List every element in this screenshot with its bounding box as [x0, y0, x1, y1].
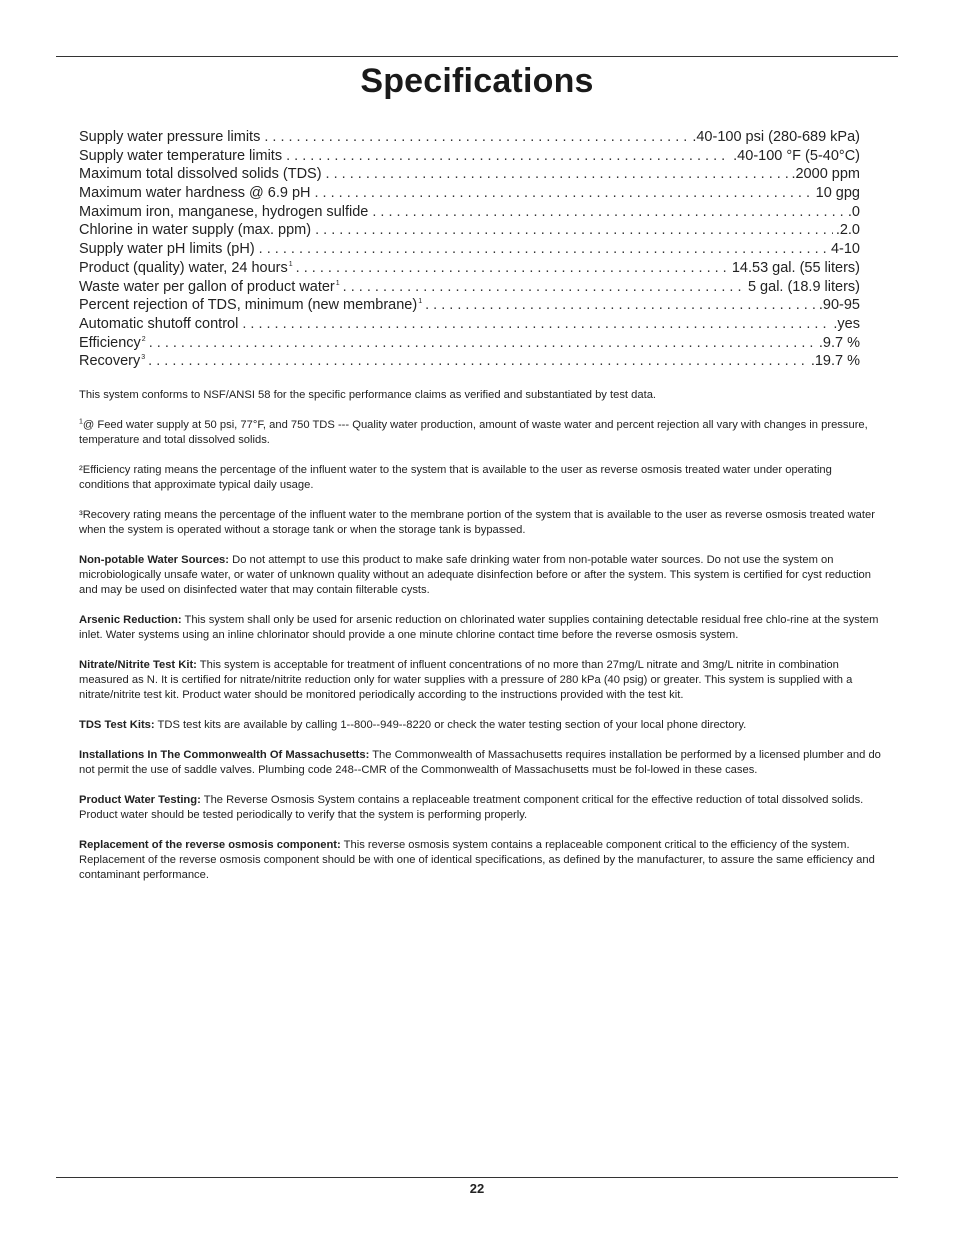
top-rule	[56, 56, 898, 57]
conformance-statement: This system conforms to NSF/ANSI 58 for the specific performance claims as verified and substantiated by test data.	[79, 389, 657, 401]
dot-leader	[372, 203, 845, 222]
note-nitrate-test-kit: Nitrate/Nitrite Test Kit: This system is acceptable for treatment of influent concentrations of no more than 27mg/L nitrate and 3mg/L nitrite in combination measured as N. It is certified for nitrate/nitrite reduction only for water supplies with a pressure of 280 kPa (40 psig) or greater. This system is supplied with a nitrate/nitrite test kit. Product water should be monitored periodically according to the instructions provided with the test kit.	[79, 659, 853, 701]
dot-leader	[242, 315, 830, 334]
note-massachusetts-installations: Installations In The Commonwealth Of Massachusetts: The Commonwealth of Massachusetts requires installation be performed by a licensed plumber and do not permit the use of saddle valves. Plumbing code 248--CMR of the Commonwealth of Massachusetts must be fol-lowed in these cases.	[79, 749, 881, 776]
spec-value: 10 gpg	[815, 185, 860, 202]
dot-leader	[296, 259, 729, 278]
spec-row	[79, 184, 860, 203]
spec-label: Chlorine in water supply (max. ppm)	[79, 222, 312, 239]
spec-label: Waste water per gallon of product water$^1$	[79, 278, 340, 295]
spec-row	[79, 165, 860, 184]
spec-value: .0	[847, 203, 860, 220]
bottom-rule	[56, 1177, 898, 1178]
specifications-list	[79, 128, 860, 371]
dot-leader	[425, 296, 816, 315]
note-product-water-testing: Product Water Testing: The Reverse Osmosis System contains a replaceable treatment component critical for the effective reduction of total dissolved solids. Product water should be tested periodically to verify that the system is performing properly.	[79, 794, 864, 821]
note-heading: Replacement of the reverse osmosis component:	[79, 839, 341, 851]
note-ro-component-replacement: Replacement of the reverse osmosis component: This reverse osmosis system contains a replaceable component critical to the efficiency of the system. Replacement of the reverse osmosis component should be with one of identical specifications, as defined by the manufacturer, to assure the same efficiency and contaminant performance.	[79, 839, 875, 881]
spec-row	[79, 334, 860, 353]
spec-label: Maximum total dissolved solids (TDS)	[79, 166, 322, 183]
dot-leader	[326, 165, 789, 184]
spec-row	[79, 296, 860, 315]
dot-leader	[148, 352, 808, 371]
spec-value: .19.7 %	[810, 353, 860, 370]
spec-value: .40-100 psi (280-689 kPa)	[692, 129, 860, 145]
spec-label: Product (quality) water, 24 hours$^1$	[79, 259, 293, 276]
spec-row	[79, 352, 860, 371]
spec-label: Supply water pH limits (pH)	[79, 241, 255, 258]
dot-leader	[259, 240, 828, 259]
note-heading: Installations In The Commonwealth Of Massachusetts:	[79, 749, 370, 761]
dot-leader	[286, 147, 730, 166]
spec-row	[79, 278, 860, 297]
spec-label: Percent rejection of TDS, minimum (new membrane)$^1$	[79, 297, 423, 314]
note-heading: TDS Test Kits:	[79, 719, 155, 731]
note-heading: Arsenic Reduction:	[79, 614, 182, 626]
spec-value: .2000 ppm	[791, 166, 860, 183]
spec-row	[79, 128, 860, 147]
note-heading: Product Water Testing:	[79, 794, 201, 806]
spec-row	[79, 259, 860, 278]
spec-value: 4-10	[830, 241, 860, 258]
spec-value: 5 gal. (18.9 liters)	[747, 278, 860, 295]
spec-row	[79, 147, 860, 166]
page-number: 22	[469, 1181, 485, 1196]
spec-value: .yes	[833, 315, 860, 332]
spec-row	[79, 203, 860, 222]
note-arsenic-reduction: Arsenic Reduction: This system shall only be used for arsenic reduction on chlorinated water supplies containing detectable residual free chlo-rine at the system inlet. Water systems using an inline chlorinator should provide a one minute chlorine contact time before the reverse osmosis system.	[79, 614, 879, 641]
note-heading: Non-potable Water Sources:	[79, 554, 230, 566]
footnote-3: ³Recovery rating means the percentage of the influent water to the membrane portion of the system that is available to the user as reverse osmosis treated water when the system is operated without a storage tank or when the storage tank is bypassed.	[79, 509, 875, 536]
spec-value: .9.7 %	[818, 334, 860, 351]
note-tds-test-kits: TDS Test Kits: TDS test kits are available by calling 1--800--949--8220 or check the water testing section of your local phone directory.	[79, 719, 747, 731]
spec-value: 14.53 gal. (55 liters)	[731, 259, 860, 276]
spec-label: Automatic shutoff control	[79, 315, 239, 332]
dot-leader	[343, 278, 745, 297]
notes-section	[79, 388, 881, 898]
spec-row	[79, 240, 860, 259]
spec-row	[79, 315, 860, 334]
spec-value: .2.0	[835, 222, 860, 239]
spec-label: Recovery$^3$	[79, 353, 146, 370]
spec-label: Efficiency$^2$	[79, 334, 146, 351]
note-heading: Nitrate/Nitrite Test Kit:	[79, 659, 197, 671]
spec-label: Maximum water hardness @ 6.9 pH	[79, 185, 311, 202]
dot-leader	[264, 128, 689, 147]
spec-label: Maximum iron, manganese, hydrogen sulfide	[79, 203, 369, 220]
note-non-potable-water: Non-potable Water Sources: Do not attempt to use this product to make safe drinking water from non-potable water sources. Do not use the system on microbiologically unsafe water, or water of unknown quality without an adequate disinfection before or after the system. This system is certified for cyst reduction and may be used on disinfected water that may contain filterable cysts.	[79, 554, 872, 596]
spec-label: Supply water temperature limits	[79, 147, 283, 164]
dot-leader	[315, 221, 833, 240]
spec-row	[79, 221, 860, 240]
footnote-1: $^1$@ Feed water supply at 50 psi, 77°F, and 750 TDS --- Quality water production, amount of waste water and percent rejection all vary with changes in pressure, temperature and total dissolved solids.	[79, 418, 868, 446]
dot-leader	[315, 184, 813, 203]
footnote-2: ²Efficiency rating means the percentage of the influent water to the system that is available to the user as reverse osmosis treated water under operating conditions that approximate typical daily usage.	[79, 464, 832, 491]
spec-value: .90-95	[818, 297, 860, 314]
page-title: Specifications	[360, 62, 594, 100]
dot-leader	[149, 334, 816, 353]
spec-label: Supply water pressure limits	[79, 129, 261, 145]
spec-value: .40-100 °F (5-40°C)	[733, 147, 860, 164]
